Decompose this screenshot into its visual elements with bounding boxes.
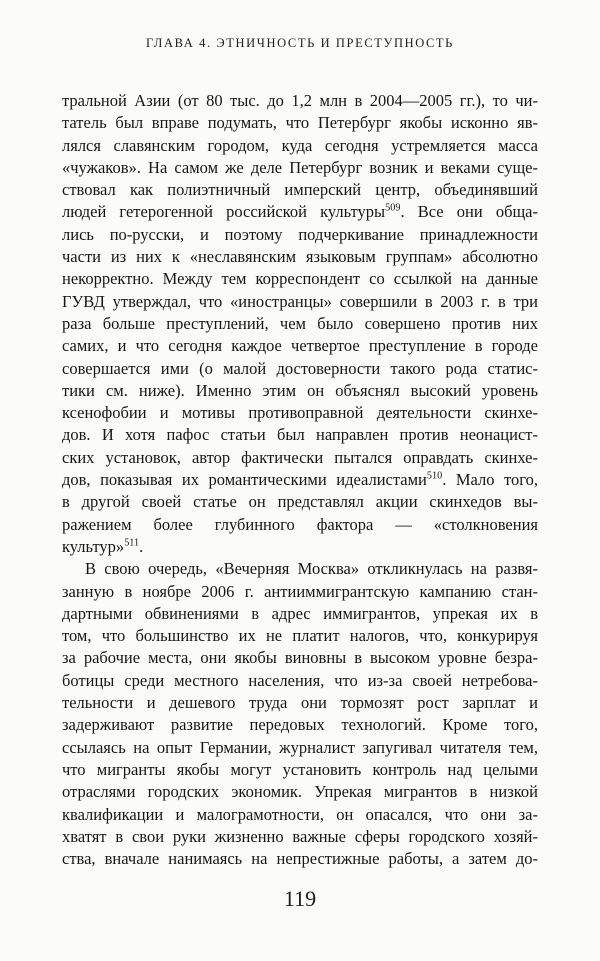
paragraph <box>62 558 538 870</box>
text-line: хватят в свои руки жизненно важные сферы городского хозяй- <box>62 826 538 846</box>
text-line: отраслями городских экономик. Упрекая мигрантов в низкой <box>62 782 538 802</box>
text-line: занную в ноябре 2006 г. антииммигрантскую кампанию стан- <box>62 581 538 601</box>
text-line: совершается ими (о малой достоверности такого рода статис- <box>62 358 538 378</box>
text-line: ботицы среди местного населения, что из-за своей нетребова- <box>62 670 538 690</box>
text-line: тральной Азии (от 80 тыс. до 1,2 млн в 2004—2005 гг.), то чи- <box>62 91 538 110</box>
text-line: людей гетерогенной российской культуры$^{509}$. Все они обща- <box>62 202 538 222</box>
text-line: некорректно. Между тем корреспондент со ссылкой на данные <box>62 269 538 289</box>
text-line: за рабочие места, они якобы виновны в высоком уровне безра- <box>62 648 538 668</box>
paragraph <box>62 90 538 558</box>
text-line: задерживают развитие передовых технологий. Кроме того, <box>62 715 538 735</box>
text-line: ражением более глубинного фактора — «столкновения <box>62 514 538 534</box>
text-line: лись по-русски, и поэтому подчеркивание принадлежности <box>62 224 538 244</box>
text-line: дов. И хотя пафос статьи был направлен против неонацист- <box>62 425 538 445</box>
text-line: раза больше преступлений, чем было совершено против них <box>62 313 538 333</box>
text-line: части из них к «неславянским языковым группам» абсолютно <box>62 247 538 267</box>
footnote-ref: 511 <box>124 537 140 549</box>
text-line: самих, и что сегодня каждое четвертое преступление в городе <box>62 336 538 356</box>
chapter-header: ГЛАВА 4. ЭТНИЧНОСТЬ И ПРЕСТУПНОСТЬ <box>146 36 454 50</box>
footnote-ref: 509 <box>385 202 401 214</box>
text-line: дов, показывая их романтическими идеалистами$^{510}$. Мало того, <box>62 470 538 490</box>
text-line: квалификации и малограмотности, он опасался, что они за- <box>62 804 538 824</box>
text-line: ГУВД утверждал, что «иностранцы» совершили в 2003 г. в три <box>62 291 538 311</box>
text-line: татель был вправе подумать, что Петербург якобы исконно яв- <box>62 113 538 133</box>
text-line: ства, вначале нанимаясь на непрестижные работы, а затем до- <box>62 849 538 869</box>
text-line: тики см. ниже). Именно этим он объяснял высокий уровень <box>62 380 538 400</box>
text-line: В свою очередь, «Вечерняя Москва» откликнулась на развя- <box>85 559 538 579</box>
text-line: ссылаясь на опыт Германии, журналист запугивал читателя тем, <box>62 737 538 757</box>
text-line: дартными обвинениями в адрес иммигрантов, упрекая их в <box>62 603 538 623</box>
text-line: том, что большинство их не платит налогов, что, конкурируя <box>62 626 538 646</box>
footnote-ref: 510 <box>426 470 443 482</box>
text-line: ксенофобии и мотивы противоправной деятельности скинхе- <box>62 403 538 423</box>
text-line: лялся славянским городом, куда сегодня устремляется масса <box>62 135 538 155</box>
text-line: ствовал как полиэтничный имперский центр, объединявший <box>62 180 538 200</box>
text-line: культур»$^{511}$. <box>62 536 144 556</box>
text-line: что мигранты якобы могут установить контроль над целыми <box>62 759 538 779</box>
text-line: в другой своей статье он представлял акции скинхедов вы- <box>62 492 538 512</box>
text-line: тельности и дешевого труда они тормозят рост зарплат и <box>62 693 538 713</box>
page-number: 119 <box>283 886 317 911</box>
text-line: «чужаков». На самом же деле Петербург возник и веками суще- <box>62 157 538 177</box>
text-line: ских установок, автор фактически пытался оправдать скинхе- <box>62 447 538 467</box>
page-body <box>62 90 538 870</box>
